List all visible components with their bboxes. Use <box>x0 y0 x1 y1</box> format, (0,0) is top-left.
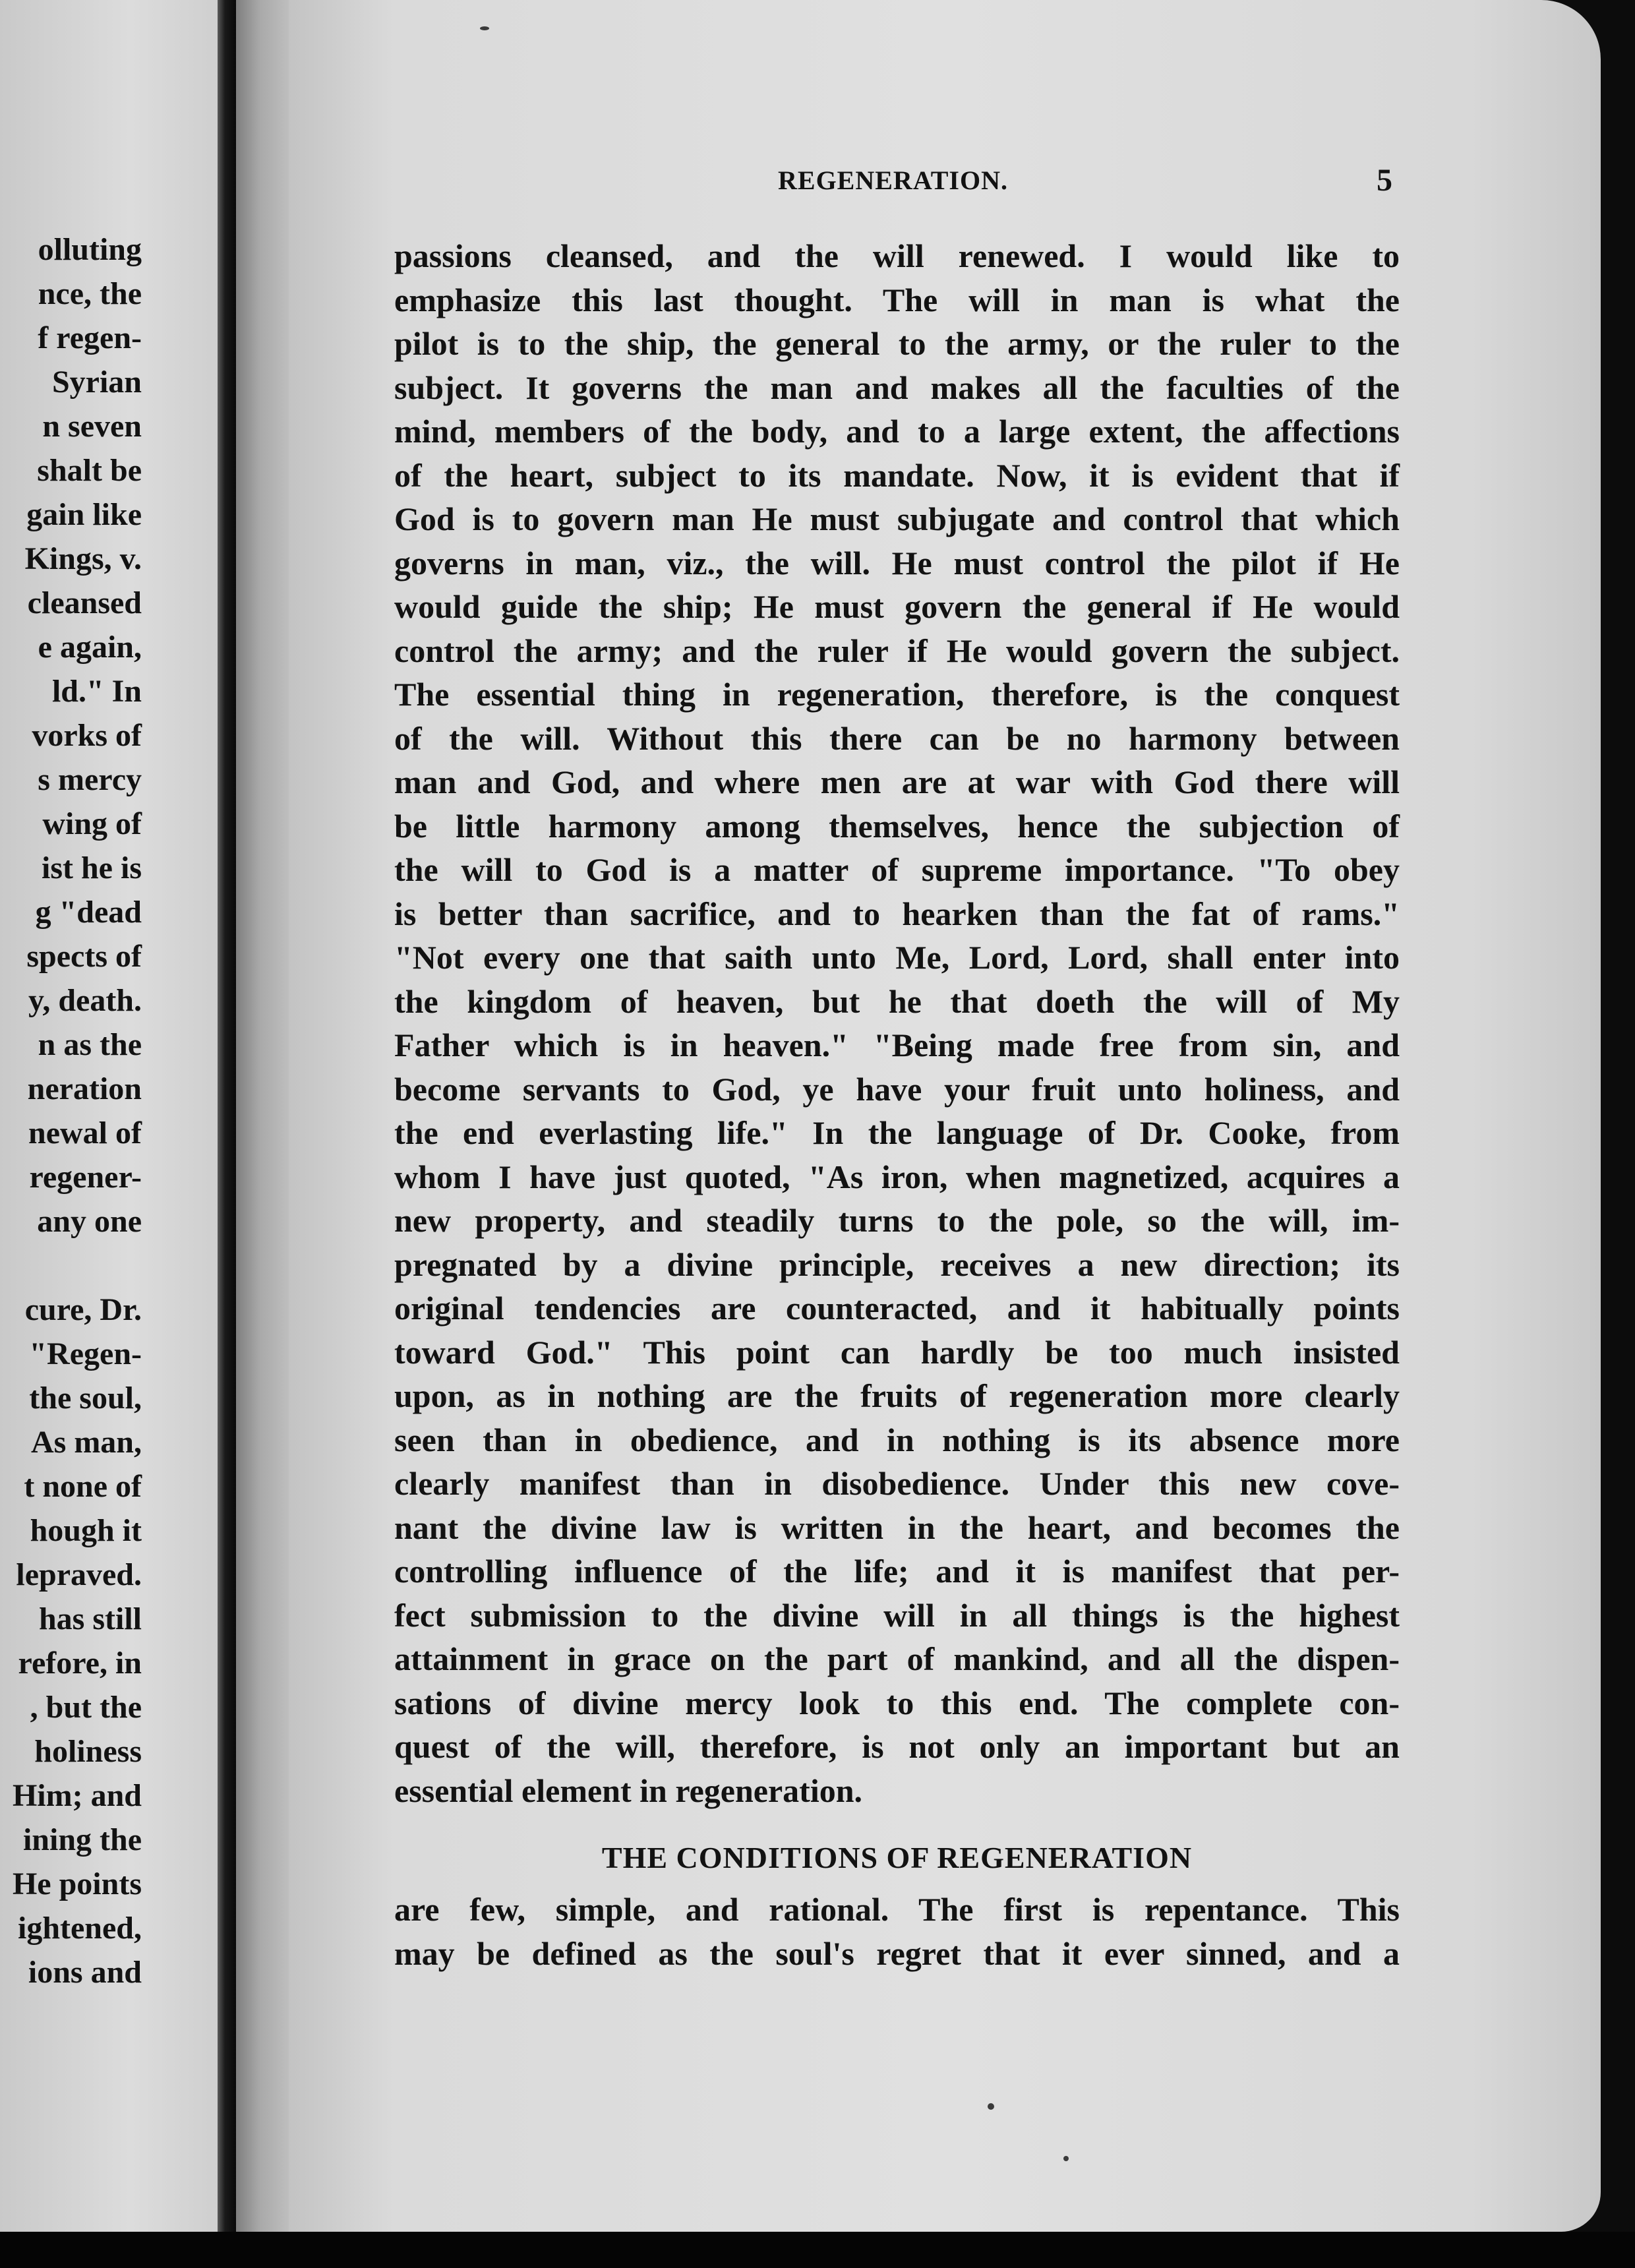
previous-page-line: holiness <box>34 1734 142 1769</box>
text-line: whom I have just quoted, "As iron, when magnetized, acquires a <box>394 1158 1400 1195</box>
page <box>289 0 1601 2232</box>
previous-page-line: g "dead <box>35 895 142 930</box>
previous-page-line: lepraved. <box>16 1557 142 1592</box>
previous-page-line: Kings, v. <box>24 541 142 576</box>
text-line: would guide the ship; He must govern the general if He would <box>394 588 1400 625</box>
text-line: new property, and steadily turns to the pole, so the will, im- <box>394 1202 1400 1239</box>
previous-page-line: t none of <box>24 1469 142 1504</box>
running-head <box>289 165 1601 204</box>
text-line: The essential thing in regeneration, therefore, is the conquest <box>394 676 1400 713</box>
previous-page-line: vorks of <box>32 718 142 753</box>
text-line: upon, as in nothing are the fruits of regeneration more clearly <box>394 1377 1400 1414</box>
text-line: nant the divine law is written in the heart, and becomes the <box>394 1508 1400 1546</box>
previous-page-line: any one <box>37 1204 142 1239</box>
previous-page-line: spects of <box>26 939 142 974</box>
section-heading: THE CONDITIONS OF REGENERATION <box>601 1841 1193 1874</box>
previous-page-line: y, death. <box>28 983 142 1018</box>
text-line: quest of the will, therefore, is not only an important but an <box>394 1728 1400 1765</box>
previous-page-line: gain like <box>26 497 142 532</box>
previous-page-line: nce, the <box>38 276 142 311</box>
text-line: clearly manifest than in disobedience. Under this new cove- <box>394 1465 1400 1502</box>
running-title: REGENERATION. <box>778 165 1008 195</box>
previous-page-line: refore, in <box>18 1646 142 1681</box>
text-line: pilot is to the ship, the general to the army, or the ruler to the <box>394 325 1400 362</box>
previous-page-line: hough it <box>30 1513 142 1548</box>
previous-page-line: newal of <box>28 1116 142 1150</box>
text-line: subject. It governs the man and makes all the faculties of the <box>394 369 1400 406</box>
previous-page-line: ining the <box>22 1822 142 1857</box>
previous-page-line: Syrian <box>51 365 142 400</box>
paper-speck <box>988 2103 994 2110</box>
book-spine <box>236 0 289 2232</box>
previous-page-line: ld." In <box>51 674 142 709</box>
previous-page-line: regener- <box>29 1160 142 1195</box>
previous-page-line: ions and <box>28 1955 142 1990</box>
previous-page-line: As man, <box>30 1425 142 1460</box>
text-line: become servants to God, ye have your fruit unto holiness, and <box>394 1070 1400 1108</box>
previous-page-line: He points <box>12 1866 142 1901</box>
paper-speck <box>480 26 489 30</box>
text-line: may be defined as the soul's regret that it ever sinned, and a <box>394 1934 1400 1972</box>
text-line: are few, simple, and rational. The first is repentance. This <box>394 1891 1400 1928</box>
previous-page-line: wing of <box>42 806 142 841</box>
previous-page-line: ist he is <box>41 850 142 885</box>
text-line: fect submission to the divine will in all things is the highest <box>394 1596 1400 1634</box>
body-text <box>394 234 1400 1975</box>
text-line: seen than in obedience, and in nothing is its absence more <box>394 1421 1400 1458</box>
previous-page-line: f regen- <box>38 320 142 355</box>
paper-speck <box>1063 2156 1069 2161</box>
previous-page-line: "Regen- <box>29 1336 142 1371</box>
text-line: the will to God is a matter of supreme importance. "To obey <box>394 851 1400 888</box>
text-line: is better than sacrifice, and to hearken than the fat of rams." <box>394 895 1400 932</box>
text-line: control the army; and the ruler if He would govern the subject. <box>394 632 1400 669</box>
text-line: pregnated by a divine principle, receives a new direction; its <box>394 1245 1400 1283</box>
previous-page-text <box>0 227 218 1994</box>
page-number: 5 <box>1377 163 1392 198</box>
scan-bottom-edge <box>0 2232 1635 2268</box>
text-line: essential element in regeneration. <box>394 1772 863 1809</box>
text-line: Father which is in heaven." "Being made free from sin, and <box>394 1027 1400 1063</box>
text-line: sations of divine mercy look to this end. The complete con- <box>394 1684 1400 1721</box>
text-line: emphasize this last thought. The will in man is what the <box>394 281 1400 318</box>
previous-page-line: cleansed <box>27 585 142 620</box>
text-line: controlling influence of the life; and it is manifest that per- <box>394 1553 1400 1590</box>
previous-page-line: e again, <box>38 630 142 665</box>
previous-page-line: n as the <box>38 1027 142 1062</box>
text-line: mind, members of the body, and to a large extent, the affections <box>394 413 1400 450</box>
previous-page-strip <box>0 0 218 2232</box>
book-gutter-shadow <box>218 0 236 2235</box>
previous-page-line: s mercy <box>38 762 142 797</box>
text-line: God is to govern man He must subjugate and control that which <box>394 500 1400 537</box>
text-line: original tendencies are counteracted, and it habitually points <box>394 1290 1400 1327</box>
previous-page-line: ightened, <box>17 1911 142 1946</box>
text-line: be little harmony among themselves, hence the subjection of <box>394 807 1400 845</box>
text-line: toward God." This point can hardly be too much insisted <box>394 1333 1400 1371</box>
previous-page-line: Him; and <box>12 1778 142 1813</box>
previous-page-line: n seven <box>42 409 142 444</box>
previous-page-line: neration <box>27 1071 142 1106</box>
text-line: passions cleansed, and the will renewed. I would like to <box>394 237 1400 274</box>
previous-page-line: olluting <box>38 232 142 267</box>
text-line: the end everlasting life." In the language of Dr. Cooke, from <box>394 1114 1400 1151</box>
previous-page-line: , but the <box>30 1690 142 1725</box>
previous-page-line: shalt be <box>37 453 142 488</box>
text-line: "Not every one that saith unto Me, Lord, Lord, shall enter into <box>394 939 1400 976</box>
text-line: of the heart, subject to its mandate. Now, it is evident that if <box>394 456 1400 494</box>
text-line: governs in man, viz., the will. He must control the pilot if He <box>394 544 1400 582</box>
text-line: attainment in grace on the part of mankind, and all the dispen- <box>394 1640 1400 1677</box>
previous-page-line: cure, Dr. <box>24 1292 142 1327</box>
previous-page-line: has still <box>38 1601 142 1636</box>
previous-page-line: the soul, <box>29 1381 142 1416</box>
text-line: the kingdom of heaven, but he that doeth the will of My <box>394 982 1400 1020</box>
text-line: of the will. Without this there can be no harmony between <box>394 719 1400 757</box>
text-line: man and God, and where men are at war with God there will <box>394 763 1400 800</box>
